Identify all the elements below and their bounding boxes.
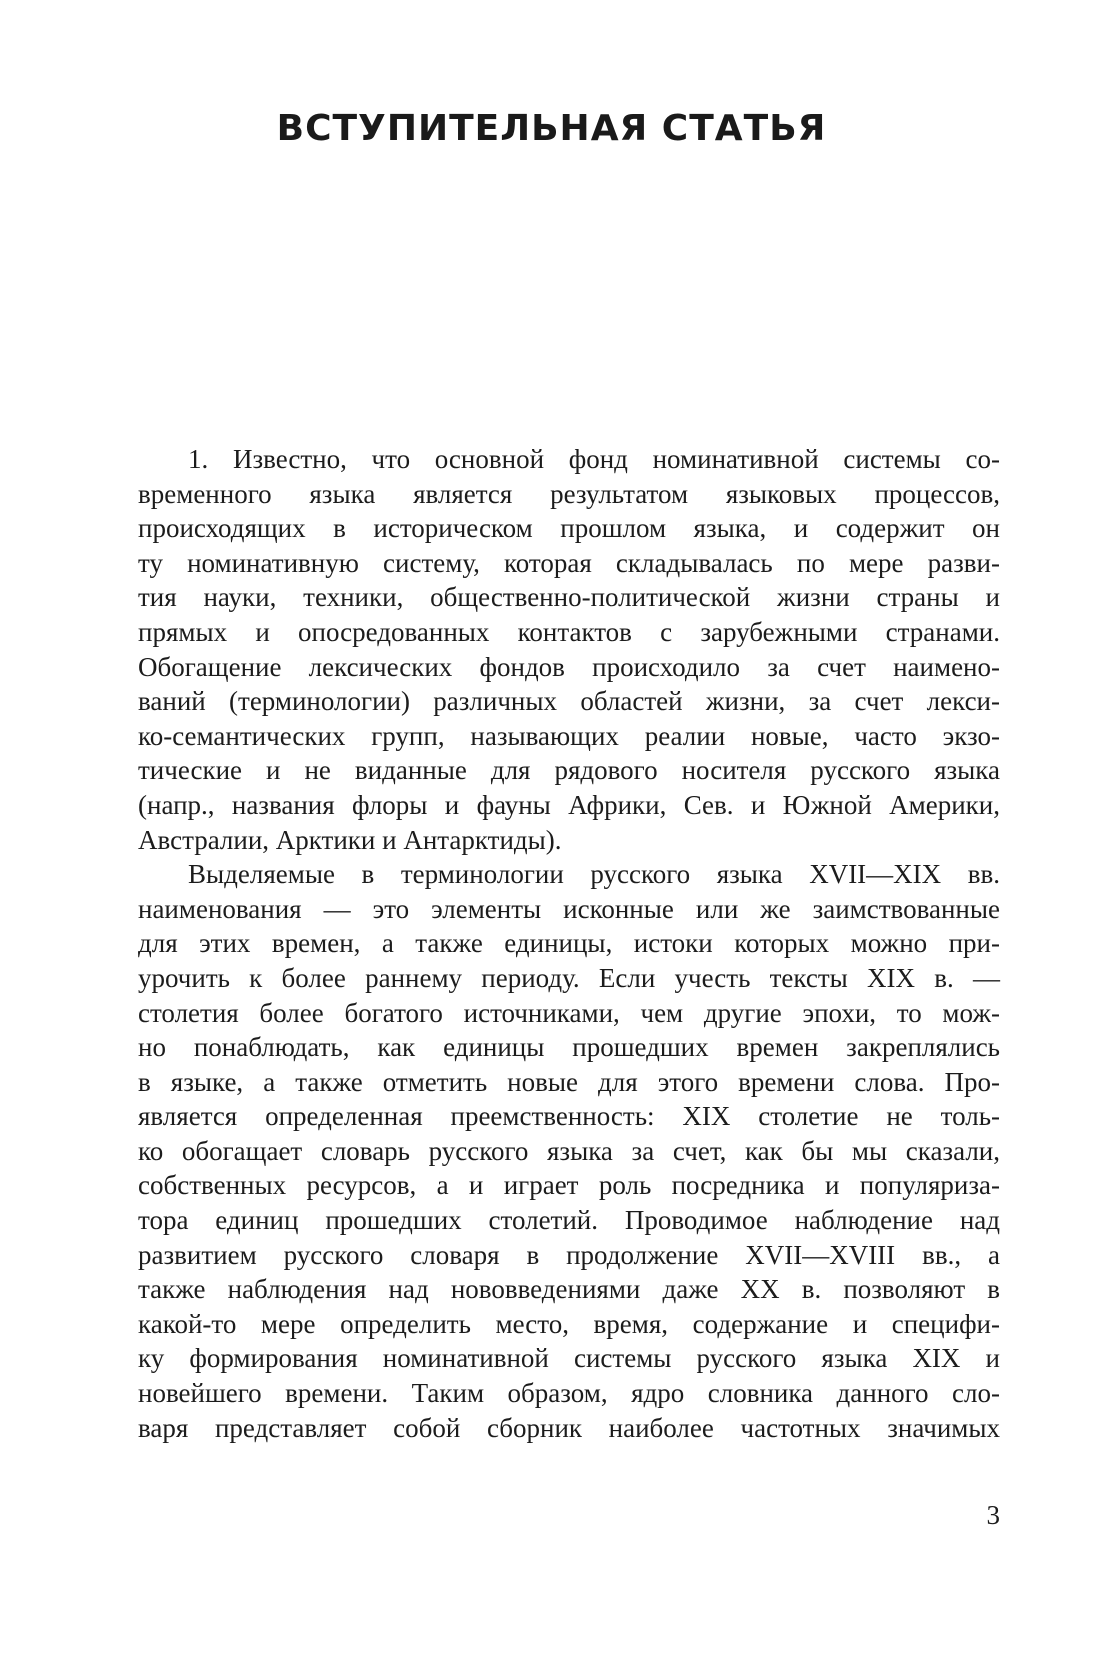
text-line: какой-то мере определить место, время, содержание и специфи- (138, 1308, 1000, 1339)
text-line: происходящих в историческом прошлом языка, и содержит он (138, 513, 1000, 544)
text-line: временного языка является результатом языковых процессов, (138, 478, 1000, 509)
text-line: (напр., названия флоры и фауны Африки, Сев. и Южной Америки, (138, 789, 1000, 820)
text-line: развитием русского словаря в продолжение XVII—XVIII вв., а (138, 1239, 1000, 1270)
text-line: для этих времен, а также единицы, истоки которых можно при- (138, 928, 1000, 959)
text-line: в языке, а также отметить новые для этого времени слова. Про- (138, 1066, 1000, 1097)
body-text (138, 442, 1000, 1445)
text-line: тические и не виданные для рядового носителя русского языка (138, 755, 1000, 786)
text-line: тора единиц прошедших столетий. Проводимое наблюдение над (138, 1205, 1000, 1236)
text-line: является определенная преемственность: XIX столетие не толь- (138, 1101, 1000, 1132)
text-line: но понаблюдать, как единицы прошедших времен закреплялись (138, 1032, 1000, 1063)
page-number: 3 (986, 1500, 1000, 1530)
text-line: ку формирования номинативной системы русского языка XIX и (138, 1343, 1000, 1374)
text-line: столетия более богатого источниками, чем другие эпохи, то мож- (138, 997, 1000, 1028)
text-line: прямых и опосредованных контактов с зарубежными странами. (138, 616, 1000, 647)
text-line: новейшего времени. Таким образом, ядро словника данного сло- (138, 1378, 1000, 1409)
text-line: ту номинативную систему, которая складывалась по мере разви- (138, 547, 1000, 578)
text-line: урочить к более раннему периоду. Если учесть тексты XIX в. — (138, 962, 1000, 993)
text-line: также наблюдения над нововведениями даже XX в. позволяют в (138, 1274, 1000, 1305)
text-line: ваний (терминологии) различных областей жизни, за счет лекси- (138, 686, 1000, 717)
text-line: Обогащение лексических фондов происходило за счет наимено- (138, 651, 1000, 682)
chapter-title: ВСТУПИТЕЛЬНАЯ СТАТЬЯ (276, 108, 827, 149)
text-line: наименования — это элементы исконные или же заимствованные (138, 893, 1000, 924)
text-line: Австралии, Арктики и Антарктиды). (138, 824, 562, 855)
text-line: тия науки, техники, общественно-политической жизни страны и (138, 582, 1000, 613)
text-line: ко-семантических групп, называющих реалии новые, часто экзо- (138, 720, 1000, 751)
text-line: собственных ресурсов, а и играет роль посредника и популяриза- (138, 1170, 1000, 1201)
text-line: 1. Известно, что основной фонд номинативной системы со- (188, 444, 1000, 474)
text-line: Выделяемые в терминологии русского языка XVII—XIX вв. (188, 859, 1000, 890)
text-line: ко обогащает словарь русского языка за счет, как бы мы сказали, (138, 1135, 1000, 1166)
text-line: варя представляет собой сборник наиболее частотных значимых (138, 1412, 1000, 1443)
